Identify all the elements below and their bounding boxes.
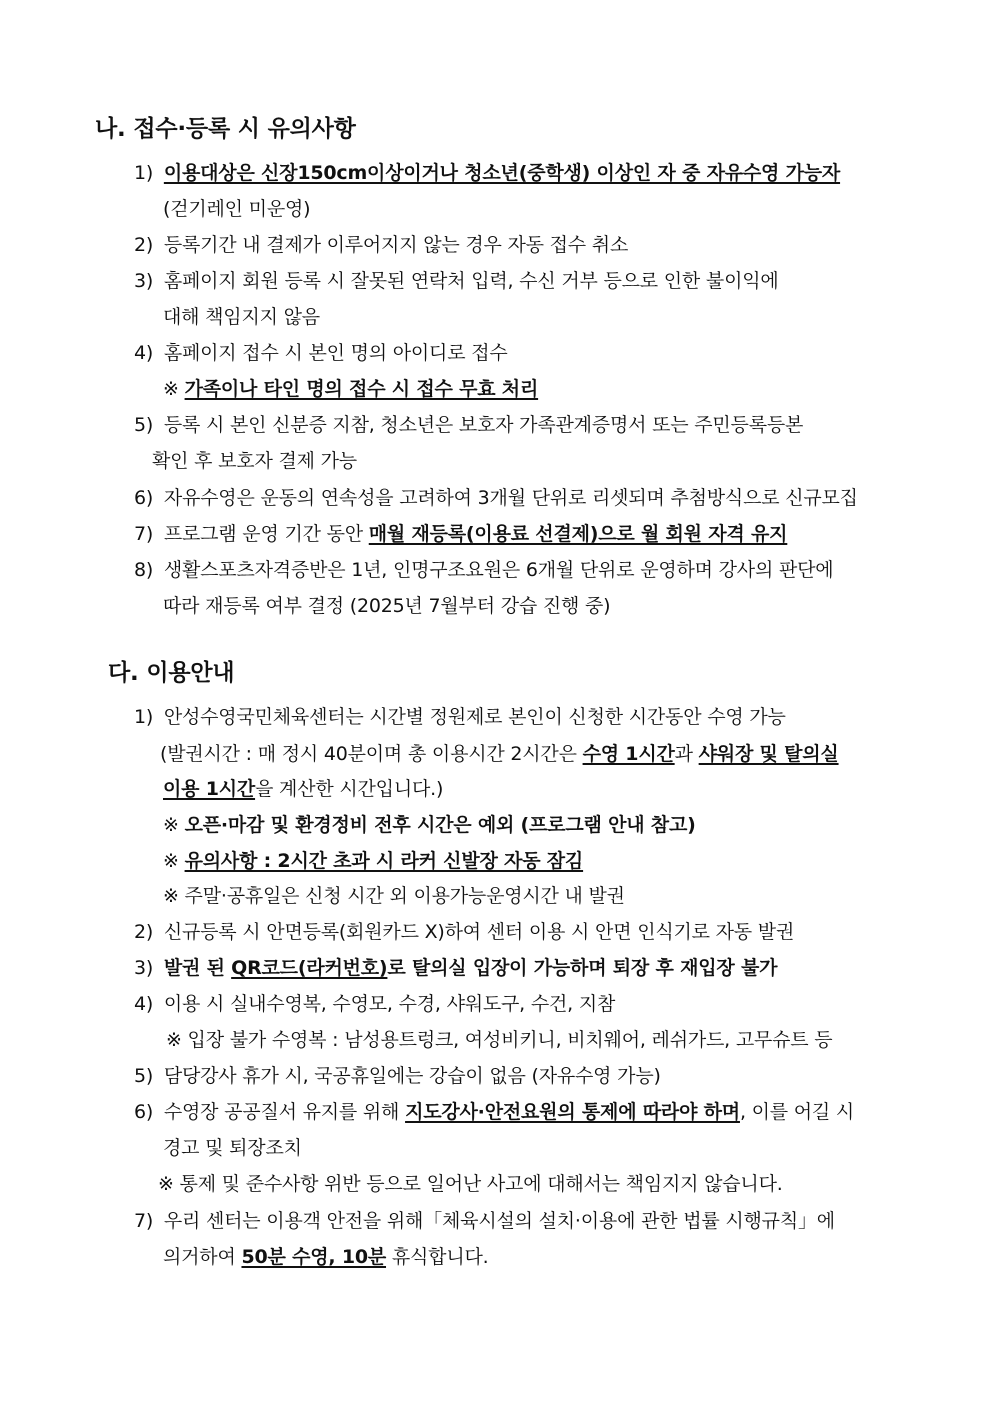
na-item-4-note: ※ 가족이나 타인 명의 접수 시 접수 무효 처리 [163, 378, 539, 400]
da-item-4-note: ※ 입장 불가 수영복 : 남성용트렁크, 여성비키니, 비치웨어, 레쉬가드, 고무슈트 등 [166, 1029, 833, 1051]
da-item-1-cont2: 이용 1시간을 계산한 시간입니다.) [163, 778, 444, 800]
na-item-1-cont: (걷기레인 미운영) [163, 198, 311, 220]
da-item-1-cont: (발권시간 : 매 정시 40분이며 총 이용시간 2시간은 수영 1시간과 샤워장 및 탈의실 [160, 743, 839, 765]
na-item-1-text: 이용대상은 신장150cm이상이거나 청소년(중학생) 이상인 자 중 자유수영 가능자 [163, 162, 841, 184]
da-item-7-cont: 의거하여 50분 수영, 10분 휴식합니다. [163, 1246, 489, 1268]
na-item-5-cont: 확인 후 보호자 결제 가능 [152, 450, 357, 472]
na-item-1: 1) 이용대상은 신장150cm이상이거나 청소년(중학생) 이상인 자 중 자유수영 가능자 [134, 162, 841, 184]
da-item-6-cont: 경고 및 퇴장조치 [163, 1137, 302, 1159]
na-item-3: 3) 홈페이지 회원 등록 시 잘못된 연락처 입력, 수신 거부 등으로 인한 불이익에 [134, 270, 779, 292]
da-item-6: 6) 수영장 공공질서 유지를 위해 지도강사·안전요원의 통제에 따라야 하며, 이를 어길 시 [134, 1101, 855, 1123]
da-item-4: 4) 이용 시 실내수영복, 수영모, 수경, 샤워도구, 수건, 지참 [134, 993, 616, 1015]
da-item-6-note: ※ 통제 및 준수사항 위반 등으로 일어난 사고에 대해서는 책임지지 않습니다. [158, 1173, 783, 1195]
da-item-3: 3) 발권 된 QR코드(라커번호)로 탈의실 입장이 가능하며 퇴장 후 재입장 불가 [134, 957, 778, 979]
da-item-1-note-2: ※ 유의사항 : 2시간 초과 시 라커 신발장 자동 잠김 [163, 850, 584, 872]
da-item-1-note-3: ※ 주말·공휴일은 신청 시간 외 이용가능운영시간 내 발권 [163, 885, 625, 907]
da-item-5: 5) 담당강사 휴가 시, 국공휴일에는 강습이 없음 (자유수영 가능) [134, 1065, 661, 1087]
da-item-1: 1) 안성수영국민체육센터는 시간별 정원제로 본인이 신청한 시간동안 수영 가능 [134, 706, 786, 728]
section-title-da: 다. 이용안내 [108, 660, 235, 686]
section-title-na: 나. 접수·등록 시 유의사항 [95, 116, 356, 142]
da-item-2: 2) 신규등록 시 안면등록(회원카드 X)하여 센터 이용 시 안면 인식기로 자동 발권 [134, 921, 795, 943]
na-item-8: 8) 생활스포츠자격증반은 1년, 인명구조요원은 6개월 단위로 운영하며 강사의 판단에 [134, 559, 834, 581]
da-item-7: 7) 우리 센터는 이용객 안전을 위해「체육시설의 설치·이용에 관한 법률 시행규칙」에 [134, 1210, 835, 1232]
na-item-7: 7) 프로그램 운영 기간 동안 매월 재등록(이용료 선결제)으로 월 회원 자격 유지 [134, 523, 788, 545]
na-item-6: 6) 자유수영은 운동의 연속성을 고려하여 3개월 단위로 리셋되며 추첨방식으로 신규모집 [134, 487, 858, 509]
na-item-2: 2) 등록기간 내 결제가 이루어지지 않는 경우 자동 접수 취소 [134, 234, 629, 256]
na-item-3-cont: 대해 책임지지 않음 [163, 306, 320, 328]
na-item-4: 4) 홈페이지 접수 시 본인 명의 아이디로 접수 [134, 342, 508, 364]
na-item-5: 5) 등록 시 본인 신분증 지참, 청소년은 보호자 가족관계증명서 또는 주민등록등본 [134, 414, 804, 436]
na-item-8-cont: 따라 재등록 여부 결정 (2025년 7월부터 강습 진행 중) [163, 595, 611, 617]
da-item-1-note-1: ※ 오픈·마감 및 환경정비 전후 시간은 예외 (프로그램 안내 참고) [163, 814, 696, 836]
